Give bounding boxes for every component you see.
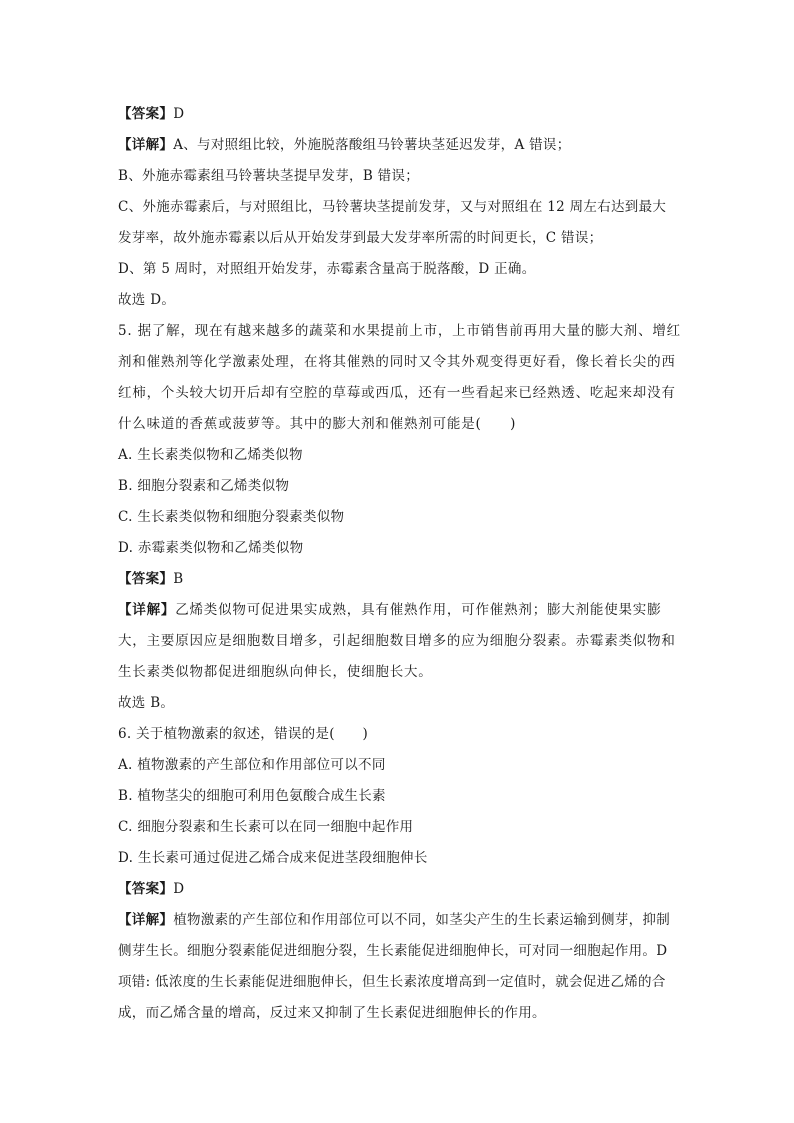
answer-line <box>118 878 678 900</box>
explanation-line: D、第 5 周时，对照组开始发芽，赤霉素含量高于脱落酸，D 正确。 <box>118 261 536 277</box>
explanation-line: 生长素类似物都促进细胞纵向伸长，使细胞长大。 <box>118 664 433 680</box>
explanation-text: A、与对照组比较，外施脱落酸组马铃薯块茎延迟发芽，A 错误； <box>173 137 571 153</box>
explanation-text: 乙烯类似物可促进果实成熟，具有催熟作用，可作催熟剂；膨大剂能使果实膨 <box>175 602 662 618</box>
answer-value: B <box>173 571 184 587</box>
answer-tag: 【答案】 <box>118 571 174 587</box>
explanation-line: 大，主要原因应是细胞数目增多，引起细胞数目增多的应为细胞分裂素。赤霉素类似物和 <box>118 633 676 649</box>
explanation-line: 发芽率，故外施赤霉素以后从开始发芽到最大发芽率所需的时间更长，C 错误； <box>118 230 603 246</box>
answer-line <box>118 568 678 590</box>
answer-value: D <box>173 881 185 897</box>
explanation-line <box>118 599 678 621</box>
question-5-option-a: A. 生长素类似物和乙烯类似物 <box>118 447 303 463</box>
explanation-tag: 【详解】 <box>118 137 174 153</box>
question-5-stem: 什么味道的香蕉或菠萝等。其中的膨大剂和催熟剂可能是( ) <box>118 416 517 432</box>
explanation-line: 成，而乙烯含量的增高，反过来又抑制了生长素促进细胞伸长的作用。 <box>118 1005 546 1021</box>
question-6-stem: 6. 关于植物激素的叙述，错误的是( ) <box>118 726 369 742</box>
explanation-line: 侧芽生长。细胞分裂素能促进细胞分裂，生长素能促进细胞伸长，可对同一细胞起作用。D <box>118 943 668 959</box>
explanation-line: 项错: 低浓度的生长素能促进细胞伸长，但生长素浓度增高到一定值时，就会促进乙烯的合 <box>118 974 666 990</box>
question-6-option-c: C. 细胞分裂素和生长素可以在同一细胞中起作用 <box>118 819 414 835</box>
question-6-option-a: A. 植物激素的产生部位和作用部位可以不同 <box>118 757 386 773</box>
explanation-line <box>118 909 678 931</box>
selection-line: 故选 B。 <box>118 695 175 711</box>
answer-tag: 【答案】 <box>118 106 174 122</box>
explanation-line: B、外施赤霉素组马铃薯块茎提早发芽，B 错误； <box>118 168 420 184</box>
explanation-tag: 【详解】 <box>118 912 174 928</box>
explanation-text: 植物激素的产生部位和作用部位可以不同，如茎尖产生的生长素运输到侧芽，抑制 <box>173 912 671 928</box>
selection-line: 故选 D。 <box>118 292 176 308</box>
question-6-option-b: B. 植物茎尖的细胞可利用色氨酸合成生长素 <box>118 788 386 804</box>
question-5-option-b: B. 细胞分裂素和乙烯类似物 <box>118 478 290 494</box>
explanation-line: C、外施赤霉素后，与对照组比，马铃薯块茎提前发芽，又与对照组在 12 周左右达到最大 <box>118 199 667 215</box>
question-5-stem: 5. 据了解，现在有越来越多的蔬菜和水果提前上市，上市销售前再用大量的膨大剂、增红 <box>118 323 681 339</box>
answer-value: D <box>173 106 185 122</box>
explanation-line <box>118 134 678 156</box>
answer-line <box>118 103 678 125</box>
question-5-stem: 红柿，个头较大切开后却有空腔的草莓或西瓜，还有一些看起来已经熟透、吃起来却没有 <box>118 385 676 401</box>
question-5-stem: 剂和催熟剂等化学激素处理，在将其催熟的同时又令其外观变得更好看，像长着长尖的西 <box>118 354 676 370</box>
answer-tag: 【答案】 <box>118 881 174 897</box>
question-5-option-c: C. 生长素类似物和细胞分裂素类似物 <box>118 509 345 525</box>
explanation-tag: 【详解】 <box>118 602 176 618</box>
question-5-option-d: D. 赤霉素类似物和乙烯类似物 <box>118 540 304 556</box>
question-6-option-d: D. 生长素可通过促进乙烯合成来促进茎段细胞伸长 <box>118 850 428 866</box>
